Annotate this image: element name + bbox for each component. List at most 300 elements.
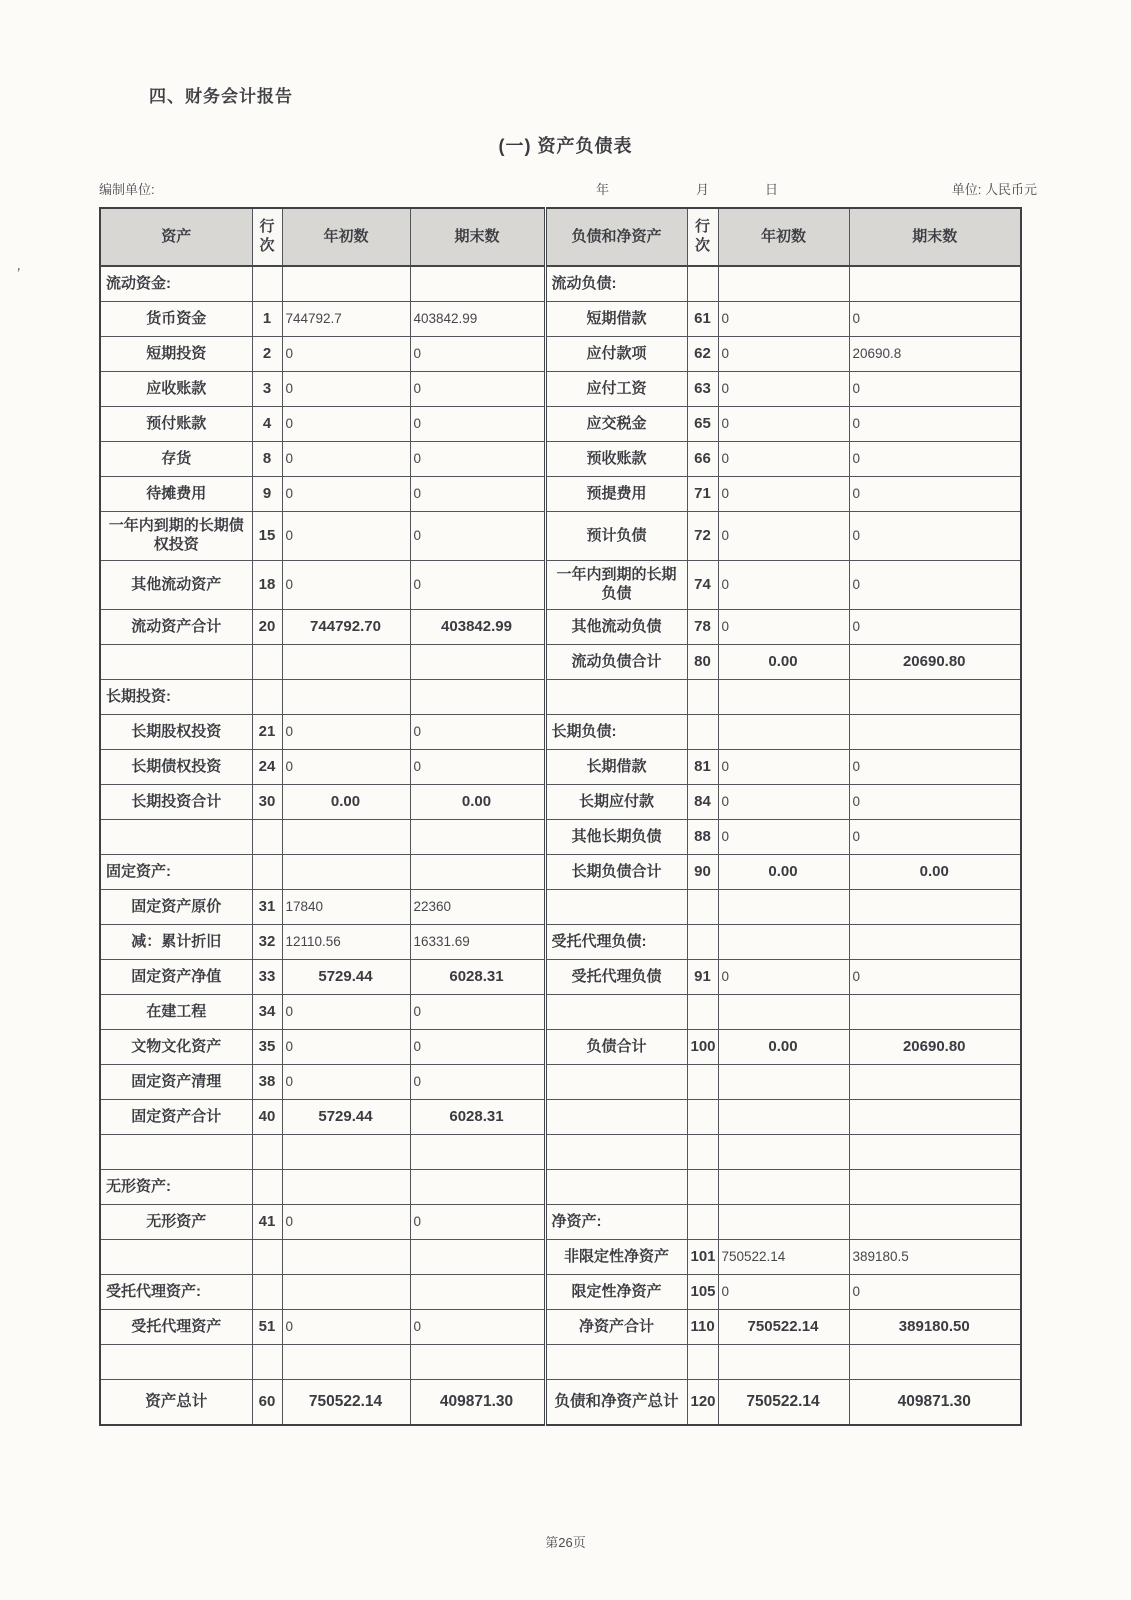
table-row: [100, 960, 1021, 995]
asset-label-cell: 短期投资: [100, 337, 252, 372]
liability-end-of-period-cell: [849, 1205, 1021, 1240]
asset-label-cell: 固定资产合计: [100, 1100, 252, 1135]
asset-label-cell: 长期投资:: [100, 680, 252, 715]
asset-begin-of-year-cell: [282, 266, 410, 302]
asset-begin-of-year-cell: [282, 680, 410, 715]
liability-end-of-period-cell: 20690.80: [849, 1030, 1021, 1065]
asset-end-of-period-cell: [410, 266, 545, 302]
asset-end-of-period-cell: [410, 1135, 545, 1170]
liability-end-of-period-cell: [849, 1065, 1021, 1100]
liability-begin-of-year-cell: 0.00: [718, 855, 849, 890]
liability-label-cell: 负债合计: [545, 1030, 687, 1065]
liability-begin-of-year-cell: [718, 680, 849, 715]
liability-line-no-cell: 74: [687, 561, 718, 610]
liability-begin-of-year-cell: 0: [718, 512, 849, 561]
liability-label-cell: [545, 1065, 687, 1100]
asset-end-of-period-cell: 0: [410, 372, 545, 407]
asset-begin-of-year-cell: 0: [282, 1205, 410, 1240]
asset-end-of-period-cell: 0: [410, 715, 545, 750]
liability-label-cell: 流动负债:: [545, 266, 687, 302]
asset-label-cell: 长期股权投资: [100, 715, 252, 750]
asset-line-no-cell: 20: [252, 610, 282, 645]
liability-end-of-period-cell: 0: [849, 372, 1021, 407]
table-row: [100, 855, 1021, 890]
liability-end-of-period-cell: 389180.50: [849, 1310, 1021, 1345]
liability-label-cell: 净资产:: [545, 1205, 687, 1240]
liability-begin-of-year-cell: [718, 715, 849, 750]
asset-begin-of-year-cell: 0: [282, 1030, 410, 1065]
asset-line-no-cell: [252, 855, 282, 890]
liability-begin-of-year-cell: 0.00: [718, 1030, 849, 1065]
balance-sheet-table: [99, 207, 1022, 1426]
asset-end-of-period-cell: [410, 1170, 545, 1205]
liability-label-cell: 预收账款: [545, 442, 687, 477]
liability-label-cell: 限定性净资产: [545, 1275, 687, 1310]
table-row: [100, 372, 1021, 407]
asset-begin-of-year-cell: 744792.7: [282, 302, 410, 337]
liability-end-of-period-cell: 0: [849, 610, 1021, 645]
asset-begin-of-year-cell: 0: [282, 1065, 410, 1100]
liability-label-cell: 长期借款: [545, 750, 687, 785]
prepared-by-label: 编制单位:: [99, 182, 155, 197]
liability-label-cell: [545, 1170, 687, 1205]
asset-line-no-cell: 8: [252, 442, 282, 477]
liability-line-no-cell: [687, 1345, 718, 1380]
asset-end-of-period-cell: 0: [410, 995, 545, 1030]
asset-line-no-cell: [252, 266, 282, 302]
asset-line-no-cell: [252, 1240, 282, 1275]
liability-begin-of-year-cell: 0: [718, 610, 849, 645]
asset-line-no-cell: 18: [252, 561, 282, 610]
liability-label-cell: [545, 1135, 687, 1170]
liability-begin-of-year-cell: 0: [718, 820, 849, 855]
date-day-label: 日: [765, 182, 779, 197]
table-row: [100, 820, 1021, 855]
asset-line-no-cell: 31: [252, 890, 282, 925]
asset-label-cell: 长期投资合计: [100, 785, 252, 820]
liability-end-of-period-cell: [849, 266, 1021, 302]
liability-label-cell: 长期负债合计: [545, 855, 687, 890]
table-row: [100, 1380, 1021, 1426]
asset-begin-of-year-cell: 0: [282, 512, 410, 561]
liability-end-of-period-cell: [849, 680, 1021, 715]
asset-label-cell: 预付账款: [100, 407, 252, 442]
asset-end-of-period-cell: 403842.99: [410, 302, 545, 337]
asset-begin-of-year-cell: 12110.56: [282, 925, 410, 960]
table-row: [100, 1170, 1021, 1205]
asset-line-no-cell: 1: [252, 302, 282, 337]
liability-line-no-cell: 72: [687, 512, 718, 561]
liability-label-cell: [545, 1345, 687, 1380]
page-number: 第26页: [545, 1535, 586, 1550]
asset-label-cell: 固定资产净值: [100, 960, 252, 995]
liability-line-no-cell: 120: [687, 1380, 718, 1426]
asset-label-cell: 受托代理资产: [100, 1310, 252, 1345]
liability-line-no-cell: [687, 1100, 718, 1135]
asset-label-cell: [100, 645, 252, 680]
liability-begin-of-year-cell: [718, 995, 849, 1030]
liability-label-cell: 净资产合计: [545, 1310, 687, 1345]
table-row: [100, 302, 1021, 337]
asset-end-of-period-cell: 409871.30: [410, 1380, 545, 1426]
liability-begin-of-year-cell: [718, 266, 849, 302]
col-header-line-no: 行次: [687, 208, 718, 266]
liability-line-no-cell: [687, 925, 718, 960]
section-title: 四、财务会计报告: [149, 87, 293, 106]
liability-line-no-cell: 105: [687, 1275, 718, 1310]
liability-line-no-cell: [687, 995, 718, 1030]
col-header-assets: 资产: [100, 208, 252, 266]
asset-label-cell: [100, 820, 252, 855]
liability-begin-of-year-cell: 0: [718, 442, 849, 477]
liability-line-no-cell: 63: [687, 372, 718, 407]
table-row: [100, 1275, 1021, 1310]
liability-begin-of-year-cell: 750522.14: [718, 1240, 849, 1275]
liability-end-of-period-cell: 0.00: [849, 855, 1021, 890]
asset-label-cell: 无形资产:: [100, 1170, 252, 1205]
liability-label-cell: 应付工资: [545, 372, 687, 407]
asset-label-cell: 存货: [100, 442, 252, 477]
liability-label-cell: 短期借款: [545, 302, 687, 337]
liability-end-of-period-cell: 389180.5: [849, 1240, 1021, 1275]
table-row: [100, 407, 1021, 442]
asset-end-of-period-cell: 0: [410, 561, 545, 610]
asset-line-no-cell: 33: [252, 960, 282, 995]
asset-end-of-period-cell: 0: [410, 442, 545, 477]
asset-end-of-period-cell: 0.00: [410, 785, 545, 820]
asset-line-no-cell: 34: [252, 995, 282, 1030]
asset-begin-of-year-cell: [282, 855, 410, 890]
liability-label-cell: 预计负债: [545, 512, 687, 561]
scan-artifact: ʼ: [14, 265, 22, 284]
liability-label-cell: [545, 1100, 687, 1135]
asset-line-no-cell: 60: [252, 1380, 282, 1426]
liability-begin-of-year-cell: 0: [718, 302, 849, 337]
liability-begin-of-year-cell: [718, 1135, 849, 1170]
liability-line-no-cell: [687, 890, 718, 925]
liability-end-of-period-cell: 0: [849, 302, 1021, 337]
col-header-end-of-period: 期末数: [849, 208, 1021, 266]
asset-end-of-period-cell: 0: [410, 1030, 545, 1065]
page-title: (一) 资产负债表: [498, 136, 633, 156]
asset-label-cell: 长期债权投资: [100, 750, 252, 785]
liability-begin-of-year-cell: [718, 1065, 849, 1100]
asset-begin-of-year-cell: 0: [282, 1310, 410, 1345]
asset-line-no-cell: 24: [252, 750, 282, 785]
liability-line-no-cell: 71: [687, 477, 718, 512]
liability-label-cell: 负债和净资产总计: [545, 1380, 687, 1426]
table-row: [100, 1065, 1021, 1100]
table-row: [100, 890, 1021, 925]
liability-label-cell: 非限定性净资产: [545, 1240, 687, 1275]
asset-end-of-period-cell: [410, 1275, 545, 1310]
col-header-begin-of-year: 年初数: [282, 208, 410, 266]
date-month-label: 月: [696, 182, 710, 197]
asset-begin-of-year-cell: 0: [282, 750, 410, 785]
liability-line-no-cell: [687, 680, 718, 715]
table-row: [100, 995, 1021, 1030]
asset-end-of-period-cell: 22360: [410, 890, 545, 925]
asset-end-of-period-cell: 0: [410, 512, 545, 561]
table-row: [100, 561, 1021, 610]
asset-line-no-cell: [252, 820, 282, 855]
liability-end-of-period-cell: [849, 1100, 1021, 1135]
table-row: [100, 1240, 1021, 1275]
liability-begin-of-year-cell: [718, 890, 849, 925]
liability-begin-of-year-cell: [718, 925, 849, 960]
liability-line-no-cell: 110: [687, 1310, 718, 1345]
liability-end-of-period-cell: [849, 890, 1021, 925]
asset-begin-of-year-cell: [282, 820, 410, 855]
asset-end-of-period-cell: 16331.69: [410, 925, 545, 960]
asset-begin-of-year-cell: 0: [282, 477, 410, 512]
col-header-begin-of-year: 年初数: [718, 208, 849, 266]
liability-label-cell: [545, 890, 687, 925]
liability-begin-of-year-cell: 0: [718, 477, 849, 512]
asset-end-of-period-cell: 0: [410, 750, 545, 785]
asset-end-of-period-cell: 0: [410, 1205, 545, 1240]
liability-end-of-period-cell: 0: [849, 820, 1021, 855]
liability-label-cell: 长期应付款: [545, 785, 687, 820]
liability-end-of-period-cell: [849, 715, 1021, 750]
table-row: [100, 1310, 1021, 1345]
asset-label-cell: 受托代理资产:: [100, 1275, 252, 1310]
table-row: [100, 1135, 1021, 1170]
col-header-line-no: 行次: [252, 208, 282, 266]
liability-end-of-period-cell: 0: [849, 960, 1021, 995]
asset-line-no-cell: [252, 1170, 282, 1205]
table-body: [100, 266, 1021, 1425]
liability-line-no-cell: 65: [687, 407, 718, 442]
table-row: [100, 477, 1021, 512]
liability-end-of-period-cell: 0: [849, 512, 1021, 561]
liability-label-cell: 流动负债合计: [545, 645, 687, 680]
liability-end-of-period-cell: 0: [849, 477, 1021, 512]
liability-line-no-cell: 91: [687, 960, 718, 995]
liability-line-no-cell: 100: [687, 1030, 718, 1065]
header-row: [100, 208, 1021, 266]
asset-begin-of-year-cell: 0: [282, 715, 410, 750]
date-year-label: 年: [596, 182, 610, 197]
asset-line-no-cell: 32: [252, 925, 282, 960]
table-row: [100, 645, 1021, 680]
asset-line-no-cell: [252, 1345, 282, 1380]
asset-begin-of-year-cell: 0.00: [282, 785, 410, 820]
liability-line-no-cell: 81: [687, 750, 718, 785]
asset-begin-of-year-cell: [282, 1345, 410, 1380]
asset-line-no-cell: 41: [252, 1205, 282, 1240]
asset-end-of-period-cell: 0: [410, 1065, 545, 1100]
asset-line-no-cell: 21: [252, 715, 282, 750]
liability-line-no-cell: 84: [687, 785, 718, 820]
table-row: [100, 337, 1021, 372]
liability-label-cell: 应交税金: [545, 407, 687, 442]
liability-label-cell: 长期负债:: [545, 715, 687, 750]
liability-end-of-period-cell: 0: [849, 561, 1021, 610]
liability-line-no-cell: [687, 1205, 718, 1240]
liability-line-no-cell: 61: [687, 302, 718, 337]
asset-label-cell: 文物文化资产: [100, 1030, 252, 1065]
asset-line-no-cell: 40: [252, 1100, 282, 1135]
table-row: [100, 1345, 1021, 1380]
asset-end-of-period-cell: 0: [410, 337, 545, 372]
asset-end-of-period-cell: 403842.99: [410, 610, 545, 645]
liability-line-no-cell: 80: [687, 645, 718, 680]
liability-end-of-period-cell: 0: [849, 442, 1021, 477]
unit-label: 单位: 人民币元: [951, 182, 1037, 197]
liability-end-of-period-cell: 20690.8: [849, 337, 1021, 372]
asset-end-of-period-cell: [410, 645, 545, 680]
asset-line-no-cell: 35: [252, 1030, 282, 1065]
liability-begin-of-year-cell: 0: [718, 750, 849, 785]
liability-label-cell: 受托代理负债:: [545, 925, 687, 960]
asset-line-no-cell: 30: [252, 785, 282, 820]
asset-begin-of-year-cell: [282, 1135, 410, 1170]
liability-begin-of-year-cell: [718, 1170, 849, 1205]
liability-line-no-cell: [687, 1065, 718, 1100]
asset-line-no-cell: 4: [252, 407, 282, 442]
asset-begin-of-year-cell: 0: [282, 372, 410, 407]
asset-label-cell: 固定资产清理: [100, 1065, 252, 1100]
asset-begin-of-year-cell: 750522.14: [282, 1380, 410, 1426]
asset-line-no-cell: [252, 645, 282, 680]
liability-begin-of-year-cell: 0: [718, 337, 849, 372]
asset-label-cell: 一年内到期的长期债权投资: [100, 512, 252, 561]
table-row: [100, 1205, 1021, 1240]
asset-end-of-period-cell: 6028.31: [410, 960, 545, 995]
liability-line-no-cell: 78: [687, 610, 718, 645]
asset-begin-of-year-cell: [282, 1240, 410, 1275]
asset-label-cell: 固定资产:: [100, 855, 252, 890]
liability-begin-of-year-cell: 0: [718, 407, 849, 442]
table-row: [100, 715, 1021, 750]
liability-line-no-cell: 90: [687, 855, 718, 890]
col-header-end-of-period: 期末数: [410, 208, 545, 266]
table-row: [100, 750, 1021, 785]
liability-end-of-period-cell: 409871.30: [849, 1380, 1021, 1426]
table-header: [100, 208, 1021, 266]
liability-line-no-cell: 66: [687, 442, 718, 477]
asset-begin-of-year-cell: 5729.44: [282, 960, 410, 995]
liability-line-no-cell: 101: [687, 1240, 718, 1275]
asset-label-cell: 减：累计折旧: [100, 925, 252, 960]
liability-line-no-cell: [687, 1170, 718, 1205]
table-row: [100, 1030, 1021, 1065]
asset-begin-of-year-cell: 17840: [282, 890, 410, 925]
table-row: [100, 442, 1021, 477]
liability-line-no-cell: [687, 266, 718, 302]
liability-begin-of-year-cell: 0: [718, 372, 849, 407]
liability-end-of-period-cell: [849, 1345, 1021, 1380]
liability-end-of-period-cell: [849, 1170, 1021, 1205]
asset-label-cell: [100, 1135, 252, 1170]
asset-begin-of-year-cell: 0: [282, 407, 410, 442]
asset-line-no-cell: 38: [252, 1065, 282, 1100]
asset-end-of-period-cell: [410, 680, 545, 715]
liability-label-cell: 其他流动负债: [545, 610, 687, 645]
asset-begin-of-year-cell: 0: [282, 337, 410, 372]
liability-end-of-period-cell: 0: [849, 407, 1021, 442]
table-row: [100, 512, 1021, 561]
asset-label-cell: 货币资金: [100, 302, 252, 337]
liability-label-cell: [545, 680, 687, 715]
asset-line-no-cell: 51: [252, 1310, 282, 1345]
asset-end-of-period-cell: [410, 820, 545, 855]
liability-label-cell: 预提费用: [545, 477, 687, 512]
asset-line-no-cell: [252, 1275, 282, 1310]
liability-end-of-period-cell: [849, 995, 1021, 1030]
asset-begin-of-year-cell: 0: [282, 995, 410, 1030]
asset-line-no-cell: [252, 680, 282, 715]
asset-line-no-cell: 9: [252, 477, 282, 512]
liability-begin-of-year-cell: 750522.14: [718, 1380, 849, 1426]
liability-line-no-cell: 88: [687, 820, 718, 855]
asset-begin-of-year-cell: [282, 645, 410, 680]
liability-line-no-cell: [687, 1135, 718, 1170]
asset-label-cell: 资产总计: [100, 1380, 252, 1426]
liability-begin-of-year-cell: 0: [718, 561, 849, 610]
asset-label-cell: 其他流动资产: [100, 561, 252, 610]
liability-end-of-period-cell: 0: [849, 750, 1021, 785]
liability-begin-of-year-cell: [718, 1205, 849, 1240]
asset-begin-of-year-cell: 0: [282, 442, 410, 477]
col-header-liabilities-net-assets: 负债和净资产: [545, 208, 687, 266]
liability-begin-of-year-cell: 0: [718, 960, 849, 995]
asset-begin-of-year-cell: [282, 1170, 410, 1205]
asset-line-no-cell: 2: [252, 337, 282, 372]
liability-line-no-cell: 62: [687, 337, 718, 372]
asset-label-cell: [100, 1240, 252, 1275]
table-row: [100, 610, 1021, 645]
table-row: [100, 785, 1021, 820]
asset-label-cell: 待摊费用: [100, 477, 252, 512]
liability-end-of-period-cell: 0: [849, 1275, 1021, 1310]
liability-line-no-cell: [687, 715, 718, 750]
liability-label-cell: [545, 995, 687, 1030]
asset-end-of-period-cell: 0: [410, 477, 545, 512]
liability-end-of-period-cell: 0: [849, 785, 1021, 820]
asset-end-of-period-cell: 6028.31: [410, 1100, 545, 1135]
asset-label-cell: 流动资产合计: [100, 610, 252, 645]
table-meta-row: [0, 176, 1131, 200]
liability-begin-of-year-cell: [718, 1100, 849, 1135]
asset-end-of-period-cell: 0: [410, 1310, 545, 1345]
asset-end-of-period-cell: [410, 1240, 545, 1275]
table-row: [100, 1100, 1021, 1135]
liability-label-cell: 应付款项: [545, 337, 687, 372]
liability-begin-of-year-cell: 750522.14: [718, 1310, 849, 1345]
asset-end-of-period-cell: [410, 1345, 545, 1380]
asset-label-cell: 无形资产: [100, 1205, 252, 1240]
asset-label-cell: 应收账款: [100, 372, 252, 407]
asset-label-cell: [100, 1345, 252, 1380]
liability-label-cell: 其他长期负债: [545, 820, 687, 855]
asset-begin-of-year-cell: 0: [282, 561, 410, 610]
asset-begin-of-year-cell: [282, 1275, 410, 1310]
asset-label-cell: 在建工程: [100, 995, 252, 1030]
asset-label-cell: 流动资金:: [100, 266, 252, 302]
table-row: [100, 925, 1021, 960]
liability-begin-of-year-cell: 0: [718, 785, 849, 820]
liability-end-of-period-cell: [849, 925, 1021, 960]
liability-label-cell: 受托代理负债: [545, 960, 687, 995]
asset-label-cell: 固定资产原价: [100, 890, 252, 925]
asset-begin-of-year-cell: 744792.70: [282, 610, 410, 645]
liability-end-of-period-cell: 20690.80: [849, 645, 1021, 680]
table-row: [100, 266, 1021, 302]
asset-begin-of-year-cell: 5729.44: [282, 1100, 410, 1135]
asset-end-of-period-cell: [410, 855, 545, 890]
